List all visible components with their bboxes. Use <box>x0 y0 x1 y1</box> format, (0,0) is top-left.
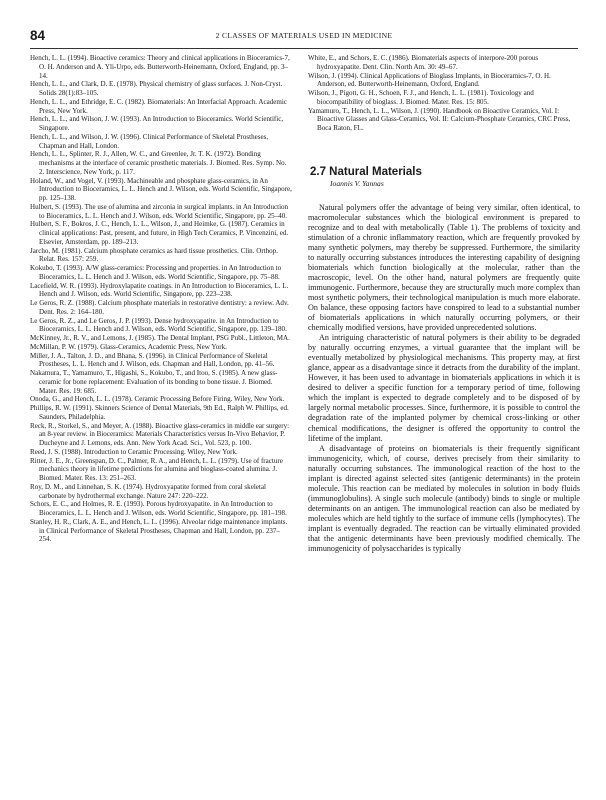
reference-item: Nakamura, T., Yamamuro, T., Higashi, S., Kokubo, T., and Itoo, S. (1985). A new glass-ceramic for bone replacement: Evaluation of its bonding to bone tissue. J. Biomed. Mater. Res. 19: 685. <box>30 369 278 395</box>
reference-item: Miller, J. A., Talton, J. D., and Bhana, S. (1996). in Clinical Performance of Skeletal Prostheses, L. L. Hench and J. Wilson, eds. Chapman and Hall, London, pp. 41–56. <box>30 351 275 369</box>
running-head: 2 CLASSES OF MATERIALS USED IN MEDICINE <box>215 31 393 40</box>
section-author: Ioannis V. Yannas <box>330 178 384 188</box>
reference-item: Wilson, J., Pigott, G. H., Schoen, F. J., and Hench, L. L. (1981). Toxicology and biocompatibility of bioglass. J. Biomed. Mater. Res. 15: 805. <box>308 89 534 106</box>
reference-item: Roy, D. M., and Linnehan, S. K. (1974). Hydroxyapatite formed from coral skeletal carbonate by hydrothermal exchange. Nature 247: 220–222. <box>30 482 266 500</box>
reference-item: Holand, W., and Vogel, V. (1993). Machineable and phosphate glass-ceramics, in An Introduction to Bioceramics, L. L. Hench and J. Wilson, eds. World Scientific, Singapore, pp. 125–138. <box>30 176 292 202</box>
body-paragraph: Natural polymers offer the advantage of being very similar, often identical, to macromolecular substances which the biological environment is prepared to recognize and to deal with metabolically (Table 1). The problems of toxicity and stimulation of a chronic inflammatory reaction, which are frequently provoked by many synthetic polymers, may thereby be suppressed. Furthermore, the similarity to naturally occurring substances introduces the interesting capability of designing biomaterials which function biologically at the molecular, rather than the macroscopic, level. On the other hand, natural polymers are frequently quite immunogenic. Furthermore, because they are structurally much more complex than most synthetic polymers, their technological manipulation is much more elaborate. On balance, these opposing factors have conspired to lead to a substantial number of biomaterials applications in which naturally occurring polymers, or their chemically modified versions, have provided unprecedented solutions. <box>308 202 580 333</box>
reference-item: Hench, L. L., and Clark, D. E. (1978). Physical chemistry of glass surfaces. J. Non-Cryst. Solids 28(1):83–105. <box>30 80 283 97</box>
reference-item: Kokubo, T. (1993). A/W glass-ceramics: Processing and properties. in An Introduction to Bioceramics, L. L. Hench and J. Wilson, eds. World Scientific, Singapore, pp. 75–88. <box>30 264 282 281</box>
page-number: 84 <box>30 28 46 43</box>
page-header <box>30 30 578 44</box>
reference-item: Hench, L. L., and Wilson, J. W. (1993). An Introduction to Bioceramics. World Scientific, Singapore. <box>30 115 284 132</box>
reference-item: Reck, R., Storkel, S., and Meyer, A. (1988). Bioactive glass-ceramics in middle ear surgery: an 8-year review. in Bioceramics: Materials Characteristics versus In-Vivo Behavior, P. Ducheyne and J. Lemons, eds. Ann. New York Acad. Sci., Vol. 523, p. 100. <box>30 421 290 447</box>
reference-item: Reed, J. S. (1988). Introduction to Ceramic Processing. Wiley, New York. <box>30 447 238 456</box>
reference-item: Hulbert, S. (1993). The use of alumina and zirconia in surgical implants. in An Introduction to Bioceramics, L. L. Hench and J. Wilson, eds. World Scientific, Singapore, pp. 25–40. <box>30 202 289 220</box>
reference-item: Phillips, R. W. (1991). Skinners Science of Dental Materials, 9th Ed., Ralph W. Phillips, ed. Saunders, Philadelphia. <box>30 404 289 421</box>
reference-item: Yamamuro, T., Hench, L. L., Wilson, J. (1990). Handbook on Bioactive Ceramics, Vol. I: Bioactive Glasses and Glass-Ceramics, Vol. II: Calcium-Phosphate Ceramics, CRC Press, Boca Raton, FL. <box>308 106 571 132</box>
reference-item: Le Geros, R. Z., and Le Geros, J. P. (1993). Dense hydroxyapatite. in An Introduction to Bioceramics, L. L. Hench and J. Wilson, eds. World Scientific, Singapore, pp. 139–180. <box>30 316 287 334</box>
reference-item: Hulbert, S. F., Bokros, J. C., Hench, L. L., Wilson, J., and Heimke, G. (1987). Ceramics in clinical applications: Past, present, and future, in High Tech Ceramics, P. Vincenzini, ed. Elsevier, Amsterdam, pp. 189–213. <box>30 220 289 246</box>
reference-item: Jarcho, M. (1981). Calcium phosphate ceramics as hard tissue prosthetics. Clin. Orthop. Relat. Res. 157: 259. <box>30 246 278 264</box>
reference-item: Ritter, J. E., Jr., Greenspan, D. C., Palmer, R. A., and Hench, L. L. (1979). Use of fracture mechanics theory in lifetime predictions for alumina and bioglass-coated alumina. J. Biomed. Mater. Res. 13: 251–263. <box>30 456 283 482</box>
reference-item: Hench, L. L., Splinter, R. J., Allen, W. C., and Greenlee, Jr. T. K. (1972). Bonding mechanisms at the interface of ceramic prosthetic materials. J. Biomed. Res. Symp. No. 2. Interscience, New York, p. 117. <box>30 150 287 176</box>
reference-item: McKinney, Jr., R. V., and Lemons, J. (1985). The Dental Implant, PSG Publ., Littleton, MA. <box>30 334 290 342</box>
section-body <box>308 203 580 555</box>
reference-item: White, E., and Schors, E. C. (1986). Biomaterials aspects of interpore-200 porous hydroxyapatite. Dent. Clin. North Am. 30: 49–67. <box>308 54 539 71</box>
reference-item: Schors, E. C., and Holmes, R. E. (1993). Porous hydroxyapatite. in An Introduction to Bioceramics, L. L. Hench and J. Wilson, eds. World Scientific, Singapore, pp. 181–198. <box>30 500 287 517</box>
reference-item: Hench, L. L., and Wilson, J. W. (1996). Clinical Performance of Skeletal Prostheses, Chapman and Hall, London. <box>30 132 269 150</box>
reference-item: Wilson, J. (1994). Clinical Applications of Bioglass Implants, in Bioceramics-7, O. H. Anderson, ed. Butterworth-Heinemann, Oxford, England. <box>308 71 551 89</box>
reference-item: Lacefield, W. R. (1993). Hydroxylapatite coatings. in An Introduction to Bioceramics, L. L. Hench and J. Wilson, eds. World Scientific, Singapore, pp. 223–238. <box>30 281 289 299</box>
body-paragraph: An intriguing characteristic of natural polymers is their ability to be degraded by naturally occurring enzymes, a virtual guarantee that the implant will be eventually metabolized by physiological mechanisms. This property may, at first glance, appear as a disadvantage since it detracts from the durability of the implant. However, it has been used to advantage in biomaterials applications in which it is desired to deliver a specific function for a temporary period of time, following which the implant is expected to degrade completely and to be disposed of by largely normal metabolic processes. Since, furthermore, it is possible to control the degradation rate of the implanted polymer by chemical cross-linking or other chemical modifications, the designer is offered the opportunity to control the lifetime of the implant. <box>308 333 580 443</box>
reference-item: Hench, L. L., and Ethridge, E. C. (1982). Biomaterials: An Interfacial Approach. Academic Press, New York. <box>30 97 287 115</box>
section-heading: 2.7 Natural Materials <box>310 165 422 178</box>
reference-list <box>30 54 292 544</box>
right-column <box>308 54 580 554</box>
reference-item: Onoda, G., and Hench, L. L. (1978). Ceramic Processing Before Firing. Wiley, New York. <box>30 395 285 404</box>
reference-item: McMillan, P. W. (1979). Glass-Ceramics, Academic Press, New York. <box>30 342 227 351</box>
header-rule <box>30 48 578 49</box>
reference-item: Stanley, H. R., Clark, A. E., and Hench, L. L. (1996). Alveolar ridge maintenance implants. in Clinical Performance of Skeletal Prostheses, Chapman and Hall, London, pp. 237–254. <box>30 517 288 544</box>
body-paragraph: A disadvantage of proteins on biomaterials is their frequently significant immunogenicity, which, of course, derives precisely from their similarity to naturally occurring substances. The immunological reaction of the host to the implant is directed against selected sites (antigenic determinants) in the protein molecule. This reaction can be mediated by molecules in solution in body fluids (immunoglobulins). A single such molecule (antibody) binds to single or multiple determinants on an antigen. The immunological reaction can also be mediated by molecules which are held tightly to the surface of immune cells (lymphocytes). The implant is eventually degraded. The reaction can be virtually eliminated provided that the antigenic determinants have been previously modified chemically. The immunogenicity of polysaccharides is typically <box>308 443 580 554</box>
reference-item: Le Geros, R. Z. (1988). Calcium phosphate materials in restorative dentistry: a review. Adv. Dent. Res. 2: 164–180. <box>30 299 289 316</box>
left-column <box>30 54 292 544</box>
reference-list-continued <box>308 54 580 133</box>
reference-item: Hench, L. L. (1994). Bioactive ceramics: Theory and clinical applications in Bioceramics-7, O. H. Anderson and A. Yli-Urpo, eds. Butterworth-Heinemann, Oxford, England, pp. 3–14. <box>30 54 290 80</box>
